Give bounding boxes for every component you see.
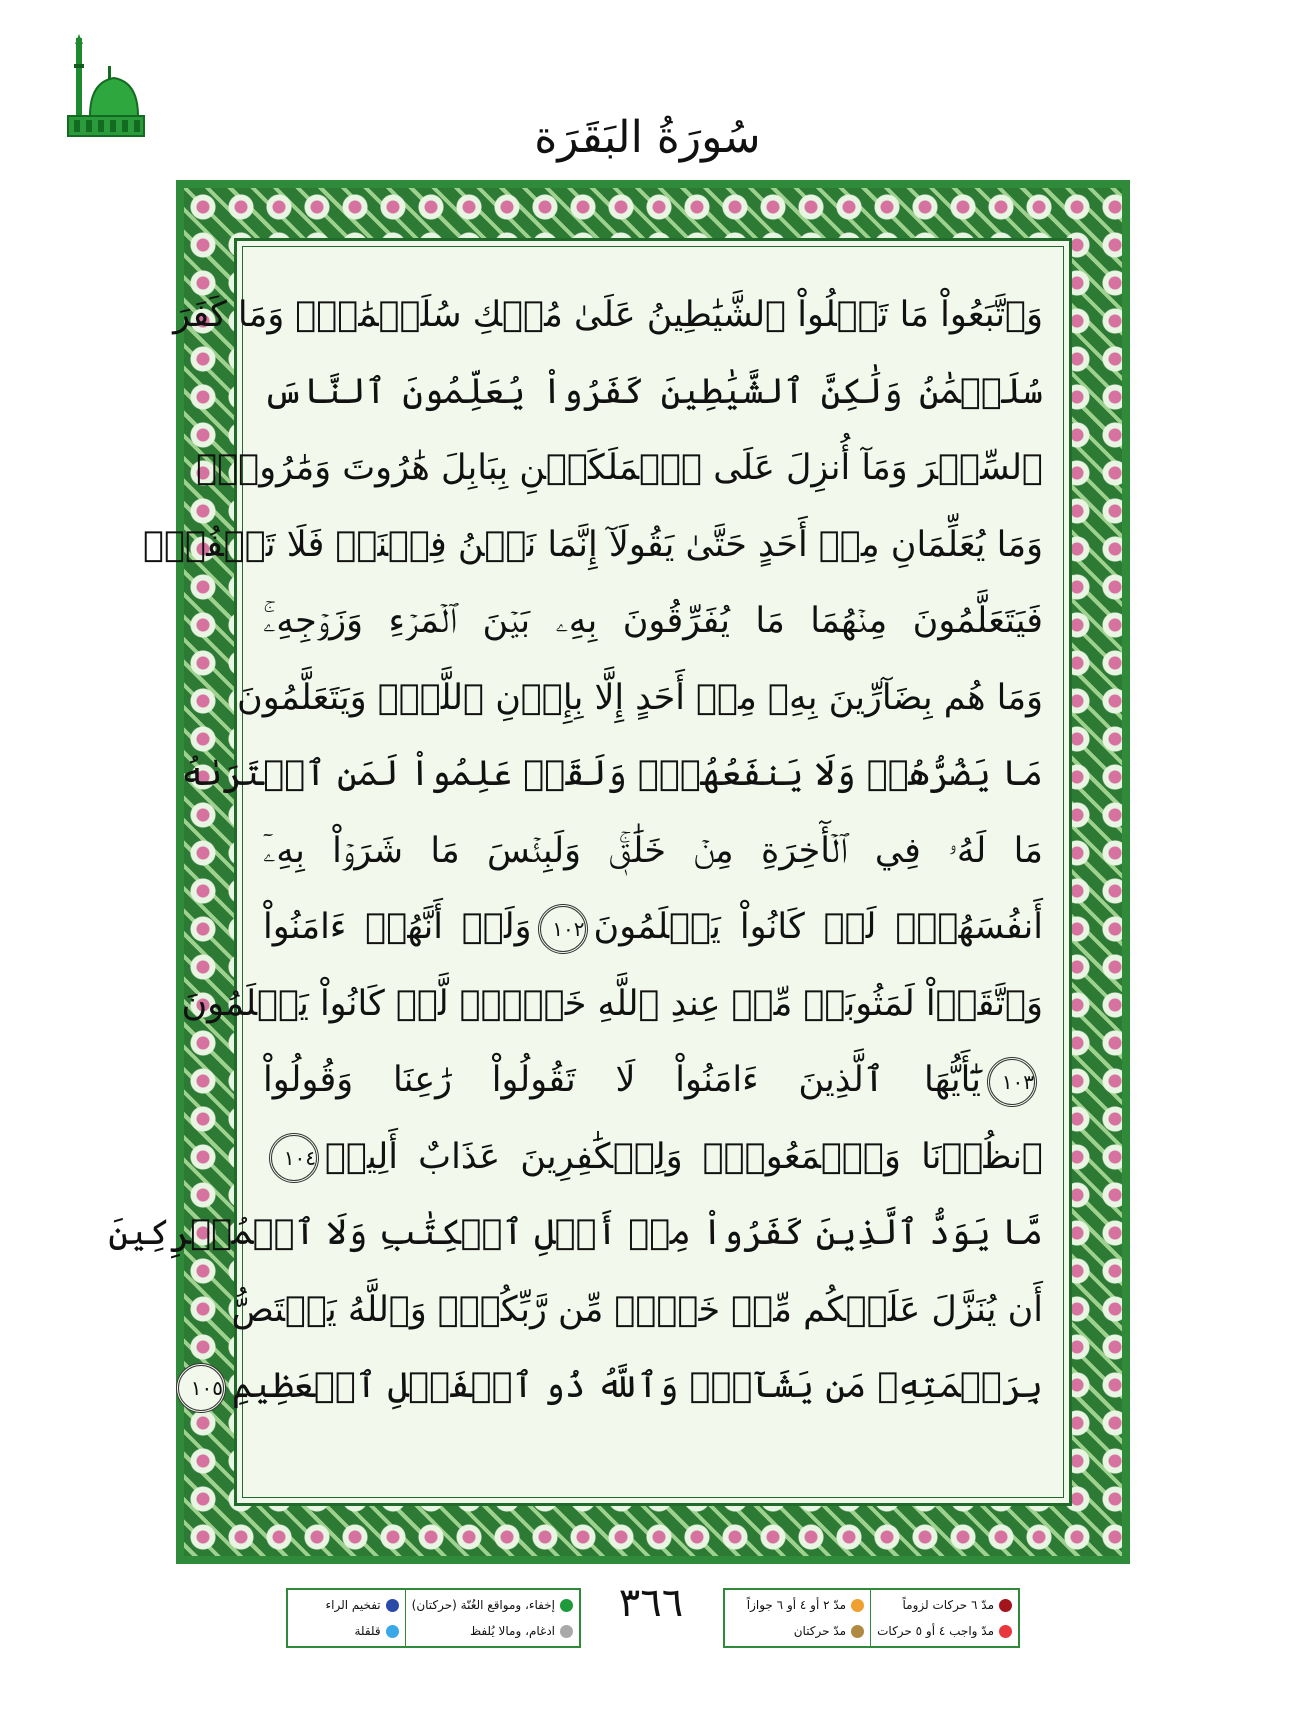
legend-label: مدّ واجب ٤ أو ٥ حركات	[877, 1624, 994, 1638]
legend-label: ادغام، ومالا يُلفظ	[469, 1624, 555, 1638]
legend-item	[877, 1598, 1012, 1612]
verse-text: ٱلسِّحۡرَ وَمَآ أُنزِلَ عَلَى ٱلۡمَلَكَيۡنِ بِبَابِلَ هَٰرُوتَ وَمَٰرُوتَۚ	[196, 448, 1043, 488]
verse-text: فَيَتَعَلَّمُونَ مِنۡهُمَا مَا يُفَرِّقُونَ بِهِۦ بَيۡنَ ٱلۡمَرۡءِ وَزَوۡجِهِۦۚ	[263, 601, 1043, 641]
verse-line	[181, 736, 1043, 813]
verse-line	[263, 1042, 1043, 1119]
legend-item	[412, 1598, 573, 1612]
color-dot-icon	[999, 1625, 1012, 1638]
color-dot-icon	[851, 1625, 864, 1638]
verse-text: بِرَحۡمَتِهِۦ مَن يَشَآءُۚ وَٱللَّهُ ذُو ٱلۡفَضۡلِ ٱلۡعَظِيمِ	[232, 1366, 1043, 1406]
legend-column	[871, 1590, 1018, 1646]
verse-text: سُلَيۡمَٰنُ وَلَٰكِنَّ ٱلشَّيَٰطِينَ كَفَرُواْ يُعَلِّمُونَ ٱلنَّاسَ	[263, 371, 1043, 412]
legend-label: مدّ حركتان	[793, 1624, 847, 1638]
tajweed-legend-madd	[723, 1588, 1020, 1648]
verse-line	[181, 966, 1043, 1043]
legend-label: مدّ ٢ أو ٤ أو ٦ جوازاً	[746, 1598, 847, 1612]
legend-item	[325, 1624, 398, 1638]
verse-line	[237, 660, 1043, 737]
verse-line	[263, 583, 1043, 660]
verse-text: مَّا يَوَدُّ ٱلَّذِينَ كَفَرُواْ مِنۡ أَهۡلِ ٱلۡكِتَٰبِ وَلَا ٱلۡمُشۡرِكِينَ	[108, 1213, 1043, 1253]
page-number: ٣٦٦	[618, 1580, 684, 1626]
legend-label: تفخيم الراء	[325, 1598, 381, 1612]
verse-text: وَمَا يُعَلِّمَانِ مِنۡ أَحَدٍ حَتَّىٰ يَقُولَآ إِنَّمَا نَحۡنُ فِتۡنَةٞ فَلَا تَكۡفُرۡۖ	[143, 524, 1043, 565]
verse-line	[263, 889, 1043, 966]
mushaf-page	[108, 238, 1072, 1506]
verse-line	[108, 1195, 1043, 1272]
verse-text: وَمَا هُم بِضَآرِّينَ بِهِۦ مِنۡ أَحَدٍ إِلَّا بِإِذۡنِ ٱللَّهِۚ وَيَتَعَلَّمُونَ	[237, 677, 1043, 718]
color-dot-icon	[560, 1599, 573, 1612]
verse-line	[231, 1272, 1043, 1349]
verse-text: ٱنظُرۡنَا وَٱسۡمَعُواْۗ وَلِلۡكَٰفِرِينَ عَذَابٌ أَلِيمٞ	[325, 1136, 1043, 1177]
verse-text: مَا يَضُرُّهُمۡ وَلَا يَنفَعُهُمۡۚ وَلَقَدۡ عَلِمُواْ لَمَنِ ٱشۡتَرَىٰهُ	[181, 754, 1043, 794]
ayah-number-marker: ١٠٥	[176, 1363, 226, 1413]
verse-text: أَن يُنَزَّلَ عَلَيۡكُم مِّنۡ خَيۡرٖ مِّن رَّبِّكُمۡۚ وَٱللَّهُ يَخۡتَصُّ	[231, 1289, 1043, 1330]
verse-lines	[108, 277, 1043, 1483]
color-dot-icon	[999, 1599, 1012, 1612]
legend-label: إخفاء، ومواقع الغُنّة (حركتان)	[411, 1598, 555, 1612]
legend-item	[747, 1598, 864, 1612]
surah-title: سُورَةُ البَقَرَة	[534, 112, 761, 163]
verse-text: وَٱتَّبَعُواْ مَا تَتۡلُواْ ٱلشَّيَٰطِينُ عَلَىٰ مُلۡكِ سُلَيۡمَٰنَۖ وَمَا كَفَرَ	[173, 295, 1043, 335]
ayah-number-marker: ١٠٤	[269, 1133, 319, 1183]
legend-label: قلقلة	[354, 1624, 381, 1638]
legend-item	[877, 1624, 1012, 1638]
legend-item	[747, 1624, 864, 1638]
legend-label: مدّ ٦ حركات لزوماً	[902, 1598, 994, 1612]
legend-item	[412, 1624, 573, 1638]
color-dot-icon	[386, 1599, 399, 1612]
ayah-number-marker: ١٠٣	[987, 1057, 1037, 1107]
verse-text: وَٱتَّقَوۡاْ لَمَثُوبَةٞ مِّنۡ عِندِ ٱللَّهِ خَيۡرٞۖ لَّوۡ كَانُواْ يَعۡلَمُونَ	[181, 983, 1043, 1024]
verse-line	[263, 354, 1043, 431]
verse-line	[263, 813, 1043, 890]
color-dot-icon	[851, 1599, 864, 1612]
legend-column	[741, 1590, 871, 1646]
verse-text: مَا لَهُۥ فِي ٱلۡأٓخِرَةِ مِنۡ خَلَٰقٖۚ وَلَبِئۡسَ مَا شَرَوۡاْ بِهِۦٓ	[263, 830, 1043, 871]
legend-item	[325, 1598, 398, 1612]
tajweed-legend-ghunna	[286, 1588, 581, 1648]
verse-line	[190, 1348, 1043, 1425]
verse-text: أَنفُسَهُمۡۚ لَوۡ كَانُواْ يَعۡلَمُونَ	[593, 907, 1043, 947]
verse-line	[196, 430, 1043, 507]
verse-line	[143, 507, 1043, 584]
color-dot-icon	[386, 1625, 399, 1638]
legend-column	[319, 1590, 405, 1646]
legend-column	[406, 1590, 579, 1646]
verse-line	[173, 277, 1043, 354]
verse-line	[263, 1119, 1043, 1196]
verse-text: وَلَوۡ أَنَّهُمۡ ءَامَنُواْ	[263, 907, 532, 947]
verse-text: يَٰٓأَيُّهَا ٱلَّذِينَ ءَامَنُواْ لَا تَقُولُواْ رَٰعِنَا وَقُولُواْ	[263, 1060, 981, 1100]
ornamental-frame	[108, 180, 1130, 1564]
color-dot-icon	[560, 1625, 573, 1638]
ayah-number-marker: ١٠٢	[538, 904, 588, 954]
